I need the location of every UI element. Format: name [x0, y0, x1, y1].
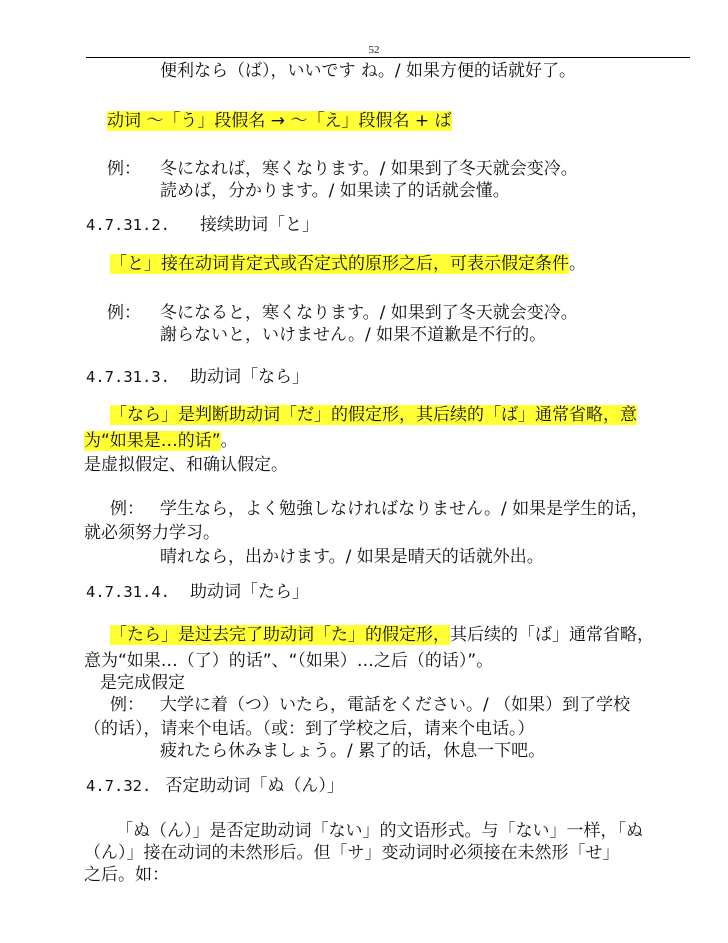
- example-line: 大学に着（つ）いたら，電話をください。/ （如果）到了学校: [160, 695, 631, 715]
- section-number: 4.7.32.: [86, 777, 152, 795]
- example-line: 学生なら，よく勉強しなければなりません。/ 如果是学生的话，: [160, 499, 649, 519]
- example-line: 疲れたら休みましょう。/ 累了的话，休息一下吧。: [160, 741, 546, 761]
- paragraph-line: （ん）」接在动词的未然形后。但「サ」变动词时必须接在未然形「せ」: [84, 843, 620, 863]
- example-line: 謝らないと，いけません。/ 如果不道歉是不行的。: [160, 325, 547, 345]
- section-heading: [86, 214, 319, 236]
- example-line: 晴れなら，出かけます。/ 如果是晴天的话就外出。: [160, 547, 544, 567]
- paragraph-line: 是完成假定: [100, 673, 185, 693]
- paragraph-line: 意为“如果…（了）的话”、“（如果）…之后（的话）”。: [84, 651, 494, 671]
- paragraph-line: 为“如果是…的话”。: [84, 431, 238, 451]
- section-number: 4.7.31.3.: [86, 368, 170, 386]
- highlighted-text: 「なら」是判断助动词「だ」的假定形，其后续的「ば」通常省略，意: [110, 405, 637, 425]
- section-title: 助动词「なら」: [190, 367, 309, 387]
- highlighted-rule: 动词 ～「う」段假名 → ～「え」段假名 + ば: [107, 111, 452, 131]
- highlighted-text: 为“如果是…的话”: [84, 431, 221, 451]
- example-label: 例：: [110, 499, 144, 519]
- paragraph-line: 「たら」是过去完了助动词「た」的假定形，其后续的「ば」通常省略，: [110, 625, 654, 645]
- example-line: 就必须努力学习。: [84, 523, 220, 543]
- section-heading: [86, 581, 309, 603]
- highlighted-text: 「と」接在动词肯定式或否定式的原形之后，可表示假定条件: [110, 254, 569, 274]
- header-rule: [86, 57, 690, 58]
- highlighted-text: 「たら」是过去完了助动词「た」的假定形，: [110, 625, 450, 645]
- paragraph-line: [110, 404, 637, 426]
- paragraph-line: 「と」接在动词肯定式或否定式的原形之后，可表示假定条件。: [110, 254, 586, 274]
- page-number: 52: [368, 44, 380, 56]
- section-number: 4.7.31.2.: [86, 216, 170, 234]
- section-title: 接续助词「と」: [200, 215, 319, 235]
- section-title: 否定助动词「ぬ（ん）」: [165, 776, 344, 796]
- example-label: 例：: [107, 159, 141, 179]
- section-heading: [86, 366, 309, 388]
- paragraph-line: 之后。如：: [84, 865, 169, 885]
- section-number: 4.7.31.4.: [86, 583, 170, 601]
- example-line: 冬になると，寒くなります。/ 如果到了冬天就会变冷。: [160, 303, 578, 323]
- paragraph-line: 是虚拟假定、和确认假定。: [84, 455, 288, 475]
- example-label: 例：: [107, 303, 141, 323]
- example-line: （的话），请来个电话。（或：到了学校之后，请来个电话。）: [84, 719, 535, 739]
- example-label: 例：: [110, 695, 144, 715]
- example-line: 読めば，分かります。/ 如果读了的话就会懂。: [160, 181, 510, 201]
- rule-line: [107, 110, 452, 132]
- section-heading: [86, 775, 344, 797]
- section-title: 助动词「たら」: [190, 582, 309, 602]
- paragraph-line: 「ぬ（ん）」是否定助动词「ない」的文语形式。与「ない」一样，「ぬ: [116, 821, 643, 841]
- example-line: 便利なら（ば），いいです ね。/ 如果方便的话就好了。: [160, 61, 577, 81]
- example-line: 冬になれば，寒くなります。/ 如果到了冬天就会变冷。: [160, 159, 578, 179]
